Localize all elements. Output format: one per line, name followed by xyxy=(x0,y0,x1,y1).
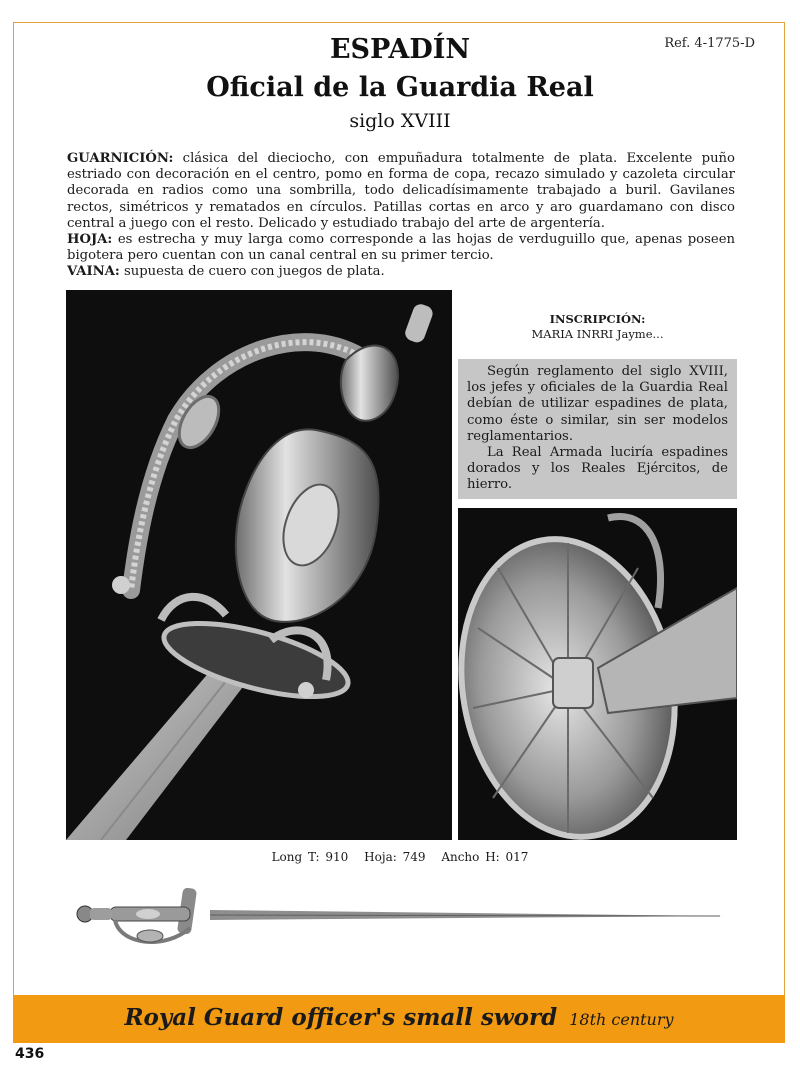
guarnicion-label: GUARNICIÓN: xyxy=(67,151,174,166)
vaina-text: supuesta de cuero con juegos de plata. xyxy=(119,264,385,280)
description-block xyxy=(67,151,735,281)
vaina-paragraph xyxy=(67,264,735,280)
hoja-label: HOJA: xyxy=(67,232,113,248)
page-number: 436 xyxy=(15,1046,45,1062)
banner-title: Royal Guard officer's small sword xyxy=(124,1004,558,1031)
banner-text xyxy=(13,1004,785,1031)
guard-detail-photo xyxy=(458,508,737,840)
guarnicion-paragraph xyxy=(67,151,735,232)
blade-width: Ancho H: 017 xyxy=(441,850,529,864)
hilt-photo xyxy=(66,290,452,840)
hoja-paragraph xyxy=(67,232,735,264)
note-paragraph-1: Según reglamento del siglo XVIII, los jefes y oficiales de la Guardia Real debían de utilizar espadines de plata, como éste o similar, sin ser modelos reglamentarios. xyxy=(467,364,728,444)
hoja-text: es estrecha y muy larga como corresponde a las hojas de verduguillo que, apenas poseen bigotera pero cuentan con un canal central en su primer tercio. xyxy=(67,232,735,264)
inscription-block xyxy=(460,312,735,342)
total-length: Long T: 910 xyxy=(271,850,349,864)
vaina-label: VAINA: xyxy=(67,264,120,280)
page-subtitle: Oficial de la Guardia Real xyxy=(206,72,594,103)
inscription-text: MARIA INRRI Jayme... xyxy=(531,327,664,341)
blade-length: Hoja: 749 xyxy=(364,850,426,864)
english-title-banner xyxy=(13,995,785,1043)
century-label: siglo XVIII xyxy=(349,110,451,132)
dimensions xyxy=(0,850,800,864)
page-title: ESPADÍN xyxy=(329,34,471,65)
full-sword-image xyxy=(70,880,730,959)
guarnicion-text: clásica del dieciocho, con empuñadura totalmente de plata. Excelente puño estriado con decoración en el centro, pomo en forma de copa, recazo simulado y cazoleta circular decorada en radios como una sombrilla, todo delicadísimamente trabajado a buril. Gavilanes rectos, simétricos y rematados en círculos. Patillas cortas en arco y aro guardamano con disco central a juego con el resto. Delicado y estudiado trabajo del arte de argentería. xyxy=(67,151,735,231)
regulation-note xyxy=(458,359,737,499)
banner-subtitle: 18th century xyxy=(569,1010,674,1029)
note-paragraph-2: La Real Armada luciría espadines dorados y los Reales Ejércitos, de hierro. xyxy=(467,445,728,493)
inscription-label: INSCRIPCIÓN: xyxy=(549,312,646,326)
reference-number: Ref. 4-1775-D xyxy=(664,36,755,51)
